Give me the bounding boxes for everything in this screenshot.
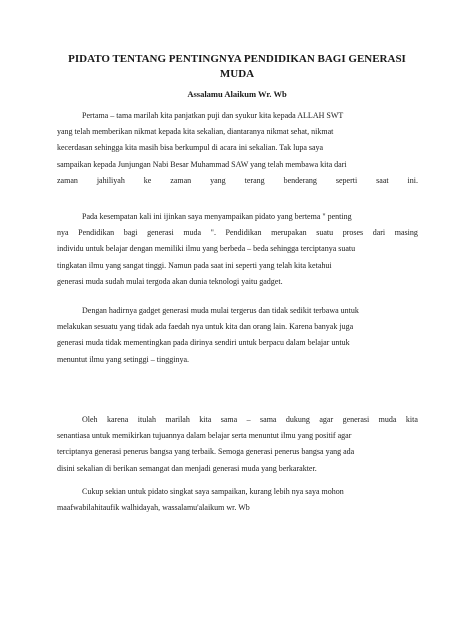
paragraph-gadget [57, 303, 418, 368]
greeting: Assalamu Alaikum Wr. Wb [187, 89, 287, 99]
paragraph-line-justified [57, 225, 418, 241]
paragraph-line: terciptanya generasi penerus bangsa yang terbaik. Semoga generasi penerus bangsa yang ada [57, 447, 355, 457]
paragraph-line: senantiasa untuk memikirkan tujuannya dalam belajar serta menuntut ilmu yang positif agar [57, 431, 352, 441]
word: saat [376, 175, 389, 185]
word: itulah [137, 415, 156, 424]
paragraph-line: disini sekalian di berikan semangat dan menjadi generasi muda yang berkarakter. [57, 463, 317, 473]
word: agar [319, 415, 334, 424]
word: seperti [335, 175, 358, 185]
word: muda [183, 228, 202, 238]
word: bagi [123, 228, 138, 238]
word: – [246, 415, 251, 424]
word: jahiliyah [96, 175, 125, 185]
word: marilah [165, 415, 190, 424]
word: benderang [283, 175, 317, 185]
document-title [40, 52, 434, 82]
title-line-1: PIDATO TENTANG PENTINGNYA PENDIDIKAN BAGI GENERASI [68, 53, 406, 65]
word: kita [405, 415, 418, 424]
word: ini. [407, 175, 418, 185]
title-line-2: MUDA [219, 68, 255, 80]
word: generasi [342, 415, 370, 424]
word: suatu [316, 228, 334, 238]
paragraph-line-justified [57, 173, 418, 189]
word: sama [260, 415, 277, 424]
word: masing [394, 228, 418, 238]
paragraph-line: sampaikan kepada Junjungan Nabi Besar Muhammad SAW yang telah membawa kita dari [57, 159, 347, 169]
paragraph-line: Pertama – tama marilah kita panjatkan puji dan syukur kita kepada ALLAH SWT [82, 111, 344, 120]
paragraph-line: maafwabilahitaufik walhidayah, wassalamu'alaikum wr. Wb [57, 503, 250, 513]
paragraph-line: yang telah memberikan nikmat kepada kita sekalian, diantaranya nikmat sehat, nikmat [57, 127, 334, 137]
word: ". [210, 228, 216, 238]
word: Pendidikan [225, 228, 262, 238]
word: yang [210, 175, 226, 185]
word: karena [107, 415, 129, 424]
word: dukung [285, 415, 310, 424]
word: generasi [147, 228, 174, 238]
paragraph-closing [57, 484, 418, 516]
word: muda [378, 415, 397, 424]
paragraph-line: menuntut ilmu yang setinggi – tingginya. [57, 354, 189, 364]
word: proses [342, 228, 364, 238]
paragraph-line: generasi muda tidak mementingkan pada dirinya sendiri untuk berpacu dalam belajar untuk [57, 338, 350, 348]
paragraph-support [57, 412, 418, 477]
word: merupakan [271, 228, 307, 238]
word: ke [143, 175, 152, 185]
word: Oleh [82, 415, 98, 424]
word: kita [199, 415, 212, 424]
paragraph-line: generasi muda sudah mulai tergoda akan dunia teknologi yaitu gadget. [57, 276, 283, 286]
paragraph-line: tingkatan ilmu yang sangat tinggi. Namun pada saat ini seperti yang telah kita ketahui [57, 260, 332, 270]
word: sama [220, 415, 238, 424]
word: zaman [57, 175, 78, 185]
paragraph-line: melakukan sesuatu yang tidak ada faedah nya untuk kita dan orang lain. Karena banyak juga [57, 322, 354, 332]
paragraph-line: Dengan hadirnya gadget generasi muda mulai tergerus dan tidak sedikit terbawa untuk [82, 306, 359, 315]
paragraph-opening [57, 108, 418, 189]
paragraph-line: individu untuk belajar dengan memiliki ilmu yang berbeda – beda sehingga terciptanya suatu [57, 244, 356, 254]
paragraph-line-justified [57, 412, 418, 428]
paragraph-line: kecerdasan sehingga kita masih bisa berkumpul di acara ini sekalian. Tak lupa saya [57, 143, 324, 153]
word: Pendidikan [78, 228, 115, 238]
word: nya [57, 228, 69, 238]
paragraph-theme [57, 209, 418, 290]
word: terang [244, 175, 265, 185]
paragraph-line: Pada kesempatan kali ini ijinkan saya menyampaikan pidato yang bertema " penting [82, 212, 352, 221]
word: dari [372, 228, 386, 238]
paragraph-line: Cukup sekian untuk pidato singkat saya sampaikan, kurang lebih nya saya mohon [82, 487, 344, 496]
word: zaman [170, 175, 192, 185]
